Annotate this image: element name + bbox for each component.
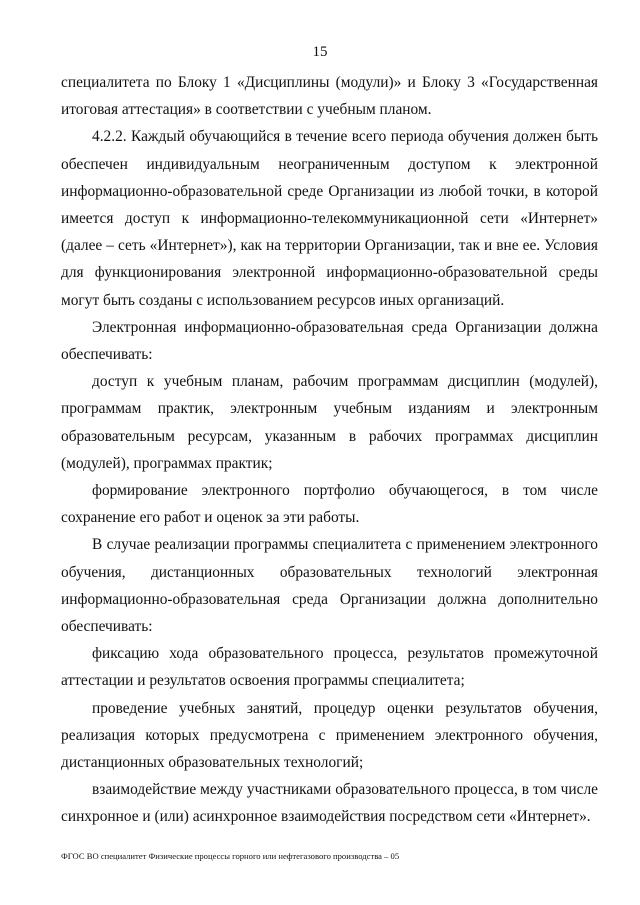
paragraph-portfolio: формирование электронного портфолио обучающегося, в том числе сохранение его работ и оценок за эти работы. [61, 482, 598, 527]
paragraph-continuation: специалитета по Блоку 1 «Дисциплины (модули)» и Блоку 3 «Государственная итоговая аттестация» в соответствии с учебным планом. [61, 74, 598, 119]
paragraph-conducting-classes: проведение учебных занятий, процедур оценки результатов обучения, реализация которых предусмотрена с применением электронного обучения, дистанционных образовательных технологий; [61, 699, 598, 772]
page-number: 15 [312, 44, 328, 60]
document-body [61, 69, 598, 831]
paragraph-access-to-plans: доступ к учебным планам, рабочим программам дисциплин (модулей), программам практик, электронным учебным изданиям и электронным образовательным ресурсам, указанным в рабочих программах дисциплин (модулей), программах практик; [61, 373, 598, 472]
paragraph-environment-must-provide: Электронная информационно-образовательная среда Организации должна обеспечивать: [61, 318, 598, 364]
paragraph-process-recording: фиксацию хода образовательного процесса, результатов промежуточной аттестации и результатов освоения программы специалитета; [61, 645, 598, 690]
paragraph-interaction: взаимодействие между участниками образовательного процесса, в том числе синхронное и (или) асинхронное взаимодействия посредством сети «Интернет». [61, 781, 598, 826]
paragraph-4-2-2: 4.2.2. Каждый обучающийся в течение всего периода обучения должен быть обеспечен индивидуальным неограниченным доступом к электронной информационно-образовательной среде Организации из любой точки, в которой имеется доступ к информационно-телекоммуникационной сети «Интернет» (далее – сеть «Интернет»), как на территории Организации, так и вне ее. Условия для функционирования электронной информационно-образовательной среды могут быть созданы с использованием ресурсов иных организаций. [61, 128, 598, 309]
paragraph-elearning-case: В случае реализации программы специалитета с применением электронного обучения, дистанционных образовательных технологий электронная информационно-образовательная среда Организации должна дополнительно обеспечивать: [61, 536, 598, 636]
page-footer: ФГОС ВО специалитет Физические процессы горного или нефтегазового производства – 05 [61, 851, 400, 861]
